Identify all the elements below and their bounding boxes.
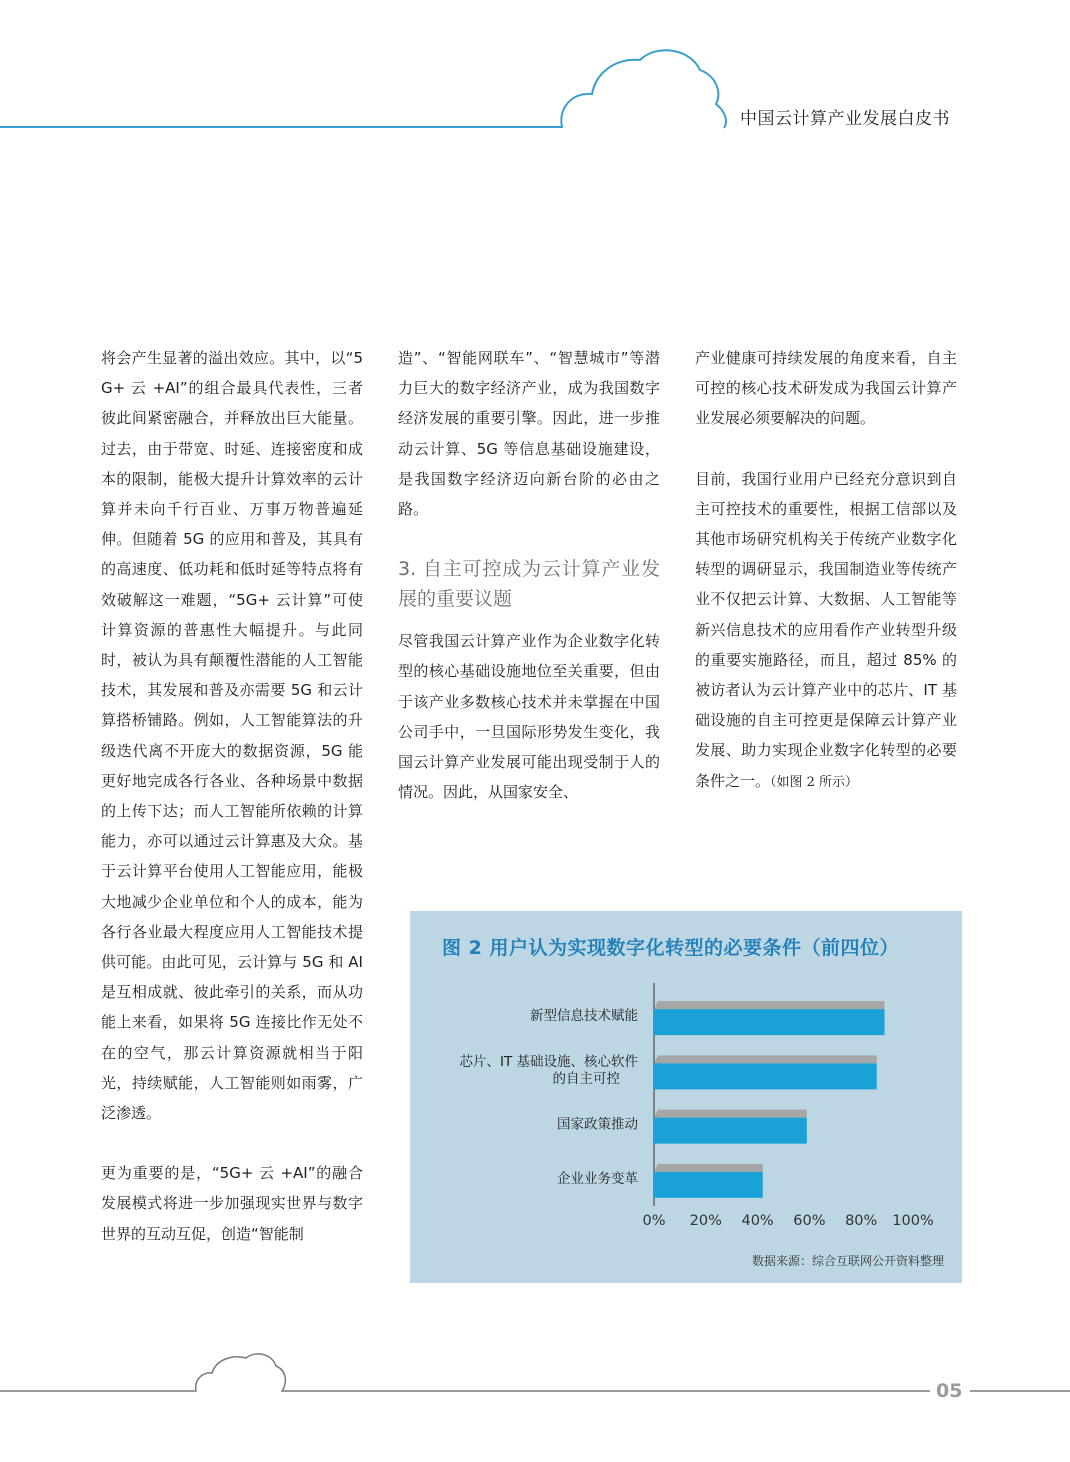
- bar-cap: [654, 1110, 807, 1118]
- page-number: 05: [936, 1380, 963, 1402]
- paragraph: 将会产生显著的溢出效应。其中，以“5G+ 云 +AI”的组合最具代表性，三者彼此间紧密融合，并释放出巨大能量。过去，由于带宽、时延、连接密度和成本的限制，能极大提升计算效率的云计算并未向千行百业、万事万物普遍延伸。但随着 5G 的应用和普及，其具有的高速度、低功耗和低时延等特点将有效破解这一难题，“5G+ 云计算”可使计算资源的普惠性大幅提升。与此同时，被认为具有颠覆性潜能的人工智能技术，其发展和普及亦需要 5G 和云计算搭桥铺路。例如，人工智能算法的升级迭代离不开庞大的数据资源，5G 能更好地完成各行各业、各种场景中数据的上传下达；而人工智能所依赖的计算能力，亦可以通过云计算惠及大众。基于云计算平台使用人工智能应用，能极大地减少企业单位和个人的成本，能为各行各业最大程度应用人工智能技术提供可能。由此可见，云计算与 5G 和 AI 是互相成就、彼此牵引的关系，而从功能上来看，如果将 5G 连接比作无处不在的空气，那云计算资源就相当于阳光，持续赋能，人工智能则如雨雾，广泛渗透。: [101, 349, 363, 1123]
- x-tick-label: 60%: [793, 1213, 826, 1229]
- section-heading: 3. 自主可控成为云计算产业发展的重要议题: [398, 558, 660, 611]
- text-column-3: [695, 343, 957, 828]
- paragraph-text: 目前，我国行业用户已经充分意识到自主可控技术的重要性，根据工信部以及其他市场研究机构关于传统产业数字化转型的调研显示，我国制造业等传统产业不仅把云计算、大数据、人工智能等新兴信息技术的应用看作产业转型升级的重要实施路径，而且，超过 85% 的被访者认为云计算产业中的芯片、IT 基础设施的自主可控更是保障云计算产业发展、助力实现企业数字化转型的必要条件之一。: [695, 469, 957, 790]
- category-label: 新型信息技术赋能: [530, 1008, 638, 1025]
- bar-chart: [410, 911, 962, 1283]
- figure-box: [410, 911, 962, 1283]
- bar: [654, 1063, 877, 1089]
- bar-cap: [654, 1164, 763, 1172]
- paragraph: [695, 464, 957, 798]
- x-tick-label: 0%: [642, 1213, 666, 1229]
- x-tick-label: 20%: [689, 1213, 722, 1229]
- bar: [654, 1172, 763, 1198]
- bar-cap: [654, 1001, 885, 1009]
- bar: [654, 1009, 885, 1035]
- x-tick-label: 40%: [741, 1213, 774, 1229]
- paragraph: 产业健康可持续发展的角度来看，自主可控的核心技术研发成为我国云计算产业发展必须要解决的问题。: [695, 349, 957, 428]
- bar-cap: [654, 1055, 877, 1063]
- category-label: 芯片、IT 基础设施、核心软件: [459, 1053, 638, 1070]
- figure-title: 图 2 用户认为实现数字化转型的必要条件（前四位）: [442, 937, 899, 959]
- figure-reference: （如图 2 所示）: [770, 774, 859, 790]
- category-label: 的自主可控: [552, 1070, 620, 1087]
- text-column-1: [101, 343, 363, 1279]
- text-column-2: [398, 343, 660, 837]
- paragraph: 尽管我国云计算产业作为企业数字化转型的核心基础设施地位至关重要，但由于该产业多数核心技术并未掌握在中国公司手中，一旦国际形势发生变化，我国云计算产业发展可能出现受制于人的情况。因此，从国家安全、: [398, 632, 660, 802]
- paragraph: 造”、“智能网联车”、“智慧城市”等潜力巨大的数字经济产业，成为我国数字经济发展的重要引擎。因此，进一步推动云计算、5G 等信息基础设施建设，是我国数字经济迈向新台阶的必由之路。: [398, 349, 660, 519]
- category-label: 企业业务变革: [557, 1170, 638, 1187]
- footer-cloud-line: [0, 1340, 1070, 1410]
- x-tick-label: 80%: [845, 1213, 878, 1229]
- x-tick-label: 100%: [892, 1213, 934, 1229]
- paragraph: 更为重要的是，“5G+ 云 +AI”的融合发展模式将进一步加强现实世界与数字世界的互动互促，创造“智能制: [101, 1164, 363, 1243]
- category-label: 国家政策推动: [557, 1116, 638, 1133]
- header-title: 中国云计算产业发展白皮书: [740, 109, 950, 129]
- source-note: 数据来源：综合互联网公开资料整理: [751, 1254, 944, 1268]
- bar: [654, 1118, 807, 1144]
